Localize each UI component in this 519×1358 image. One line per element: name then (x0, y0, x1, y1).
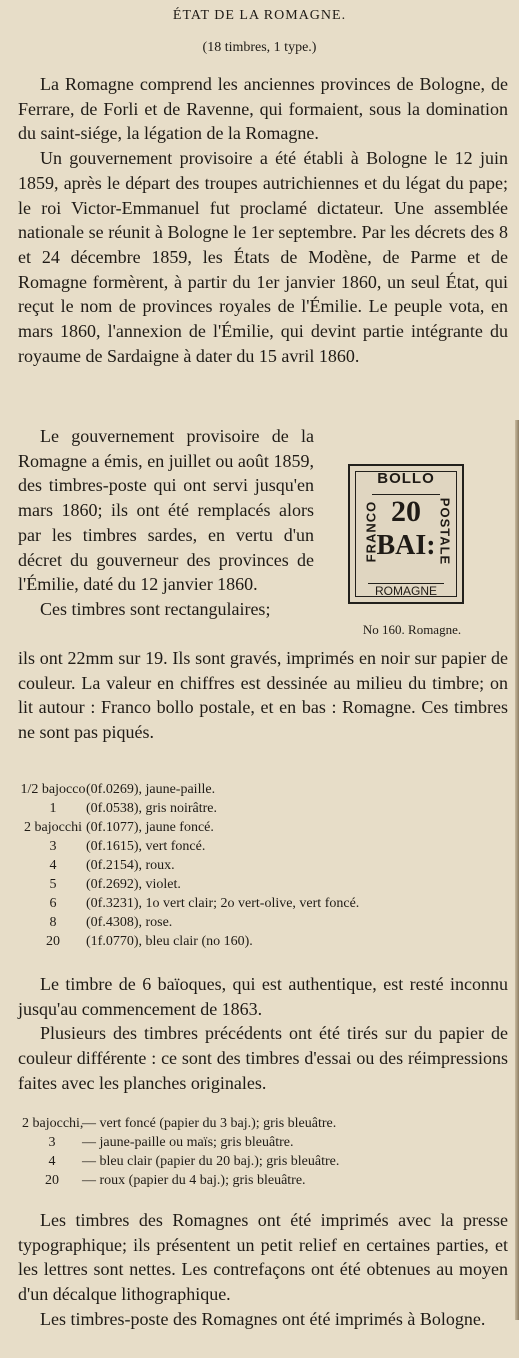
section-subtitle: (18 timbres, 1 type.) (202, 40, 317, 55)
list-item (20, 894, 510, 913)
list-item (20, 818, 510, 837)
item-value: 2 bajocchi (24, 820, 82, 835)
item-value: 20 (45, 1173, 59, 1188)
item-description: — vert foncé (papier du 3 baj.); gris bleuâtre. (82, 1116, 337, 1131)
list-item (20, 875, 510, 894)
stamp-left-text: FRANCO (363, 500, 379, 563)
item-value: 1 (49, 801, 57, 816)
intro-text (18, 72, 508, 368)
item-description: (1f.0770), bleu clair (no 160). (86, 934, 253, 949)
closing-text (18, 1208, 508, 1332)
stamp-unit: BAI: (376, 530, 436, 561)
item-value: 8 (49, 915, 57, 930)
description-text (18, 646, 508, 745)
page-edge (515, 420, 519, 1320)
closing-paragraph-1: Les timbres des Romagnes ont été imprimés avec la presse typographique; ils présentent un petit relief en certaines parties, et les lettres sont nettes. Les contrefaçons ont été obtenues au moyen d'un décalque lithographique. (18, 1210, 508, 1305)
list-item (22, 1152, 502, 1171)
side-paragraph: Le gouvernement provisoire de la Romagne a émis, en juillet ou août 1859, des timbres-poste qui ont servi jusqu'en mars 1860; ils ont été remplacés alors par les timbres sardes, en vertu d'un décret du gouverneur des provinces de l'Émilie, daté du 12 janvier 1860. (18, 426, 314, 595)
item-description: (0f.1077), jaune foncé. (86, 820, 214, 835)
item-value: 5 (49, 877, 57, 892)
item-value: 3 (48, 1135, 56, 1150)
stamp-value: 20 (372, 494, 440, 529)
item-description: (0f.0538), gris noirâtre. (86, 801, 218, 816)
note-six: Le timbre de 6 baïoques, qui est authentique, est resté inconnu jusqu'au commencement de 1863. (18, 974, 508, 1019)
item-description: — jaune-paille ou maïs; gris bleuâtre. (82, 1135, 294, 1150)
item-value: 4 (48, 1154, 56, 1169)
notes-text (18, 972, 508, 1096)
item-description: — bleu clair (papier du 20 baj.); gris bleuâtre. (82, 1154, 340, 1169)
item-description: (0f.4308), rose. (86, 915, 173, 930)
item-description: (0f.2692), violet. (86, 877, 181, 892)
list-item (22, 1171, 502, 1190)
list-item (20, 856, 510, 875)
stamp-caption: No 160. Romagne. (362, 622, 462, 637)
item-description: (0f.1615), vert foncé. (86, 839, 206, 854)
section-title: ÉTAT DE LA ROMAGNE. (172, 8, 347, 23)
values-list (20, 780, 510, 951)
note-essays: Plusieurs des timbres précédents ont été tirés sur du papier de couleur différente : ce sont des timbres d'essai ou des réimpressions faites avec les planches originales. (18, 1023, 508, 1093)
item-value: 6 (49, 896, 57, 911)
item-value: 2 bajocchi, (22, 1116, 84, 1131)
list-item (20, 780, 510, 799)
item-value: 1/2 bajocco (20, 782, 86, 797)
reprints-list (22, 1114, 502, 1190)
description-start: Ces timbres sont rectangulaires; (40, 598, 271, 619)
closing-paragraph-2: Les timbres-poste des Romagnes ont été imprimés à Bologne. (40, 1308, 486, 1329)
list-item (22, 1133, 502, 1152)
item-value: 4 (49, 858, 57, 873)
item-description: (0f.0269), jaune-paille. (86, 782, 216, 797)
item-description: (0f.3231), 1o vert clair; 2o vert-olive, vert foncé. (86, 896, 360, 911)
list-item (20, 799, 510, 818)
item-value: 3 (49, 839, 57, 854)
stamp-top-text: BOLLO (377, 470, 435, 487)
list-item (20, 837, 510, 856)
stamp-right-text: POSTALE (437, 497, 453, 566)
stamp-illustration (348, 464, 464, 604)
side-text (18, 424, 314, 622)
item-description: — roux (papier du 4 baj.); gris bleuâtre. (82, 1173, 306, 1188)
item-description: (0f.2154), roux. (86, 858, 175, 873)
description-paragraph: ils ont 22mm sur 19. Ils sont gravés, imprimés en noir sur papier de couleur. La valeur en chiffres est dessinée au milieu du timbre; on lit autour : Franco bollo postale, et en bas : Romagne. Ces timbres ne sont pas piqués. (18, 648, 508, 743)
list-item (20, 932, 510, 951)
stamp-bottom-text: ROMAGNE (368, 583, 444, 598)
item-value: 20 (46, 934, 60, 949)
list-item (22, 1114, 502, 1133)
intro-paragraph-1: La Romagne comprend les anciennes provinces de Bologne, de Ferrare, de Forli et de Ravenne, qui formaient, sous la domination du saint-siége, la légation de la Romagne. (18, 74, 508, 144)
list-item (20, 913, 510, 932)
intro-paragraph-2: Un gouvernement provisoire a été établi à Bologne le 12 juin 1859, après le départ des troupes autrichiennes et du légat du pape; le roi Victor-Emmanuel fut proclamé dictateur. Une assemblée nationale se réunit à Bologne le 1er septembre. Par les décrets des 8 et 24 décembre 1859, les États de Modène, de Parme et de Romagne formèrent, à partir du 1er janvier 1860, un seul État, qui reçut le nom de provinces royales de l'Émilie. Le peuple vota, en mars 1860, l'annexion de l'Émilie, qui devint partie intégrante du royaume de Sardaigne à dater du 15 avril 1860. (18, 148, 508, 366)
